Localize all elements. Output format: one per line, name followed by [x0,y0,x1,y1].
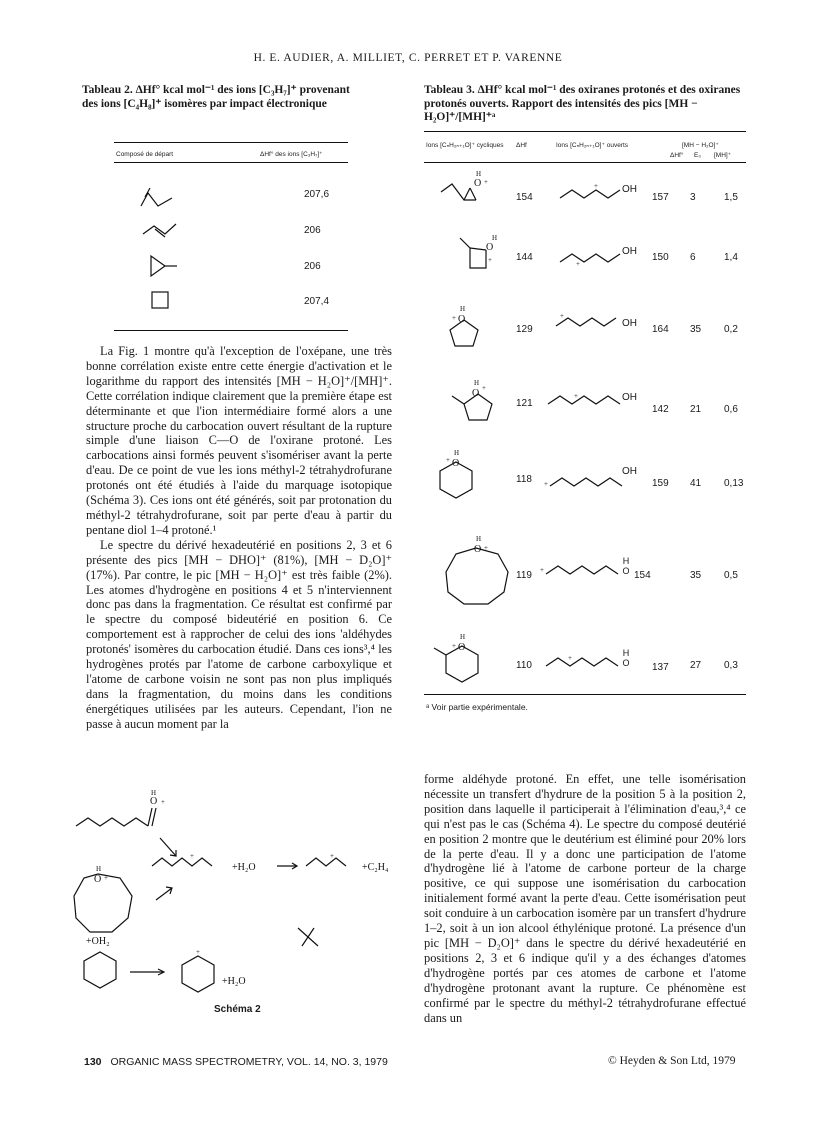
paragraph: La Fig. 1 montre qu'à l'exception de l'oxépane, une très bonne corrélation existe entre cette énergie d'activation et le logarithme du rapport des intensités [MH − H₂O]⁺/[MH]⁺. Cette corrélation indique clairement que la première étape est déterminante et que l'ion intermédiaire formé alors a une structure proche du carbocation ouvert résultant de la rupture simple d'une liaison C—O de l'oxirane protoné. Les carbocations ainsi formés peuvent s'isomériser avant la perte d'eau. De ce point de vue les ions méthyl-2 tétrahydrofurane protonés ont été étudiés à l'aide du marquage isotopique (Schéma 3). Ces ions ont été générés, soit par protonation du méthyl-2 tétrahydrofurane, soit par perte d'eau à partir du pentane diol 1–4 protoné.¹ [86,344,392,537]
table3-e0: 27 [690,660,702,671]
table3-footnote: ᵃ Voir partie expérimentale. [426,702,528,712]
plus-h2o-label-2: +H₂O [222,976,246,987]
table3-ratio: 0,3 [724,660,738,671]
table3-dhf: 121 [516,398,533,409]
svg-text:H: H [454,449,460,457]
svg-text:+: + [104,874,108,882]
table3-open-label: H O [622,556,630,576]
table3-col-dhf2: ΔHf° [670,152,684,159]
table3-dhf2: 157 [652,192,669,203]
table3-col-dhf: ΔHf [516,142,527,149]
table3-ratio: 0,2 [724,324,738,335]
table3-e0: 35 [690,324,702,335]
table3-dhf: 110 [516,660,532,671]
oh2-label: +OH₂ [86,936,110,947]
svg-text:+: + [452,642,456,650]
h-label: H [151,789,157,797]
table3-caption: Tableau 3. ΔHf° kcal mol⁻¹ des oxiranes protonés et des oxiranes protonés ouverts. Rapport des intensités des pics [MH − H₂O]⁺/[MH]⁺ᵃ [424,84,741,123]
page-footer [84,1056,388,1068]
table3-open-label: OH [622,246,637,257]
svg-text:+: + [330,852,334,860]
table3-open-label: OH [622,318,637,329]
svg-text:+: + [568,654,572,662]
table2-value: 207,4 [304,296,330,307]
svg-text:O: O [472,388,480,399]
table3-dhf2: 150 [652,252,669,263]
svg-text:O: O [474,178,482,189]
table3-dhf: 119 [516,570,532,581]
table2-value: 206 [304,261,321,272]
table3-dhf: 118 [516,474,532,485]
table3-dhf2: 137 [652,662,669,673]
right-column-text [424,772,746,1025]
table3-ratio: 1,4 [724,252,738,263]
table3-dhf2: 154 [634,570,651,581]
table2-value: 206 [304,225,321,236]
table3-dhf: 129 [516,324,533,335]
o-label: O [150,796,158,807]
table3-col-open: Ions [CₙH₂ₙ₊₁O]⁺ ouverts [556,142,629,149]
table3-e0: 35 [690,570,702,581]
protonated-ethyloxirane-icon [441,184,476,200]
svg-text:+: + [576,260,580,268]
table3-dhf2: 142 [652,404,669,415]
table2-col-compound: Composé de départ [116,151,174,158]
table3-open-label: OH [622,466,637,477]
svg-text:H: H [460,633,466,641]
svg-text:+: + [484,178,488,186]
table2-col-value: ΔHf° des ions [C₃H₇]⁺ [260,151,323,158]
table2-value: 207,6 [304,189,330,200]
table3-open-label: OH [622,184,637,195]
svg-text:+: + [560,312,564,320]
svg-text:O: O [458,314,466,325]
table3-e0: 3 [690,192,696,203]
paragraph: Le spectre du dérivé hexadeutérié en positions 2, 3 et 6 présente des pics [MH − DHO]⁺ (81%), [MH − D₂O]⁺ (17%). Par contre, le pic [MH − H₂O]⁺ est très faible (2%). Les atomes d'hydrogène en positions 4 et 5 n'interviennent donc pas dans la fragmentation. Ce résultat est confirmé par le spectre du composé bideutérié en position 6. Ce comportement est à rapprocher de celui des ions 'aldéhydes protonés' isomères du carbocation étudié. Dans ces ions³,⁴ les hydrogènes protés par l'atome de carbone carboxylique et l'atome de carbone voisin ne sont pas non plus impliqués dans la fragmentation, du moins dans les conditions énergétiques utilisées par les auteurs. Cependant, l'ion ne passe à aucun moment par la [86,537,392,731]
table3-col-e0: E₀ [694,152,702,159]
table3-bottom-rule [424,694,746,695]
table3-dhf: 144 [516,252,533,263]
svg-text:H: H [96,865,102,873]
svg-text:+: + [488,256,492,264]
table3-e0: 41 [690,478,702,489]
page-number: 130 [84,1056,102,1068]
svg-text:+: + [484,544,488,552]
running-header: H. E. AUDIER, A. MILLIET, C. PERRET ET P. VARENNE [253,52,563,64]
plus-c2h4-label: +C₂H₄ [362,862,389,873]
table3-col-mh: [MH]⁺ [714,152,732,159]
plus-h2o-label: +H₂O [232,862,256,873]
table3-e0: 6 [690,252,696,263]
svg-text:H: H [476,170,482,178]
protonated-oxepane-icon [446,548,508,604]
table3-e0: 21 [690,404,702,415]
table2-caption: Tableau 2. ΔHf° kcal mol⁻¹ des ions [C₃H₇]⁺ provenant des ions [C₄H₈]⁺ isomères par impact électronique [82,84,350,110]
table3-col-cyclic: Ions [CₙH₂ₙ₊₁O]⁺ cycliques [426,142,504,149]
journal-citation: ORGANIC MASS SPECTROMETRY, VOL. 14, NO. 3, 1979 [110,1056,388,1068]
table3-ratio: 0,13 [724,478,744,489]
svg-text:O: O [452,458,460,469]
svg-text:O: O [94,874,102,885]
copyright: © Heyden & Son Ltd, 1979 [608,1055,736,1067]
svg-text:O: O [474,544,482,555]
scheme2-caption: Schéma 2 [214,1004,261,1015]
svg-text:+: + [544,480,548,488]
svg-text:O: O [486,242,494,253]
svg-text:H: H [474,379,480,387]
svg-text:+: + [574,392,578,400]
table3-col-ratio-head: [MH − H₂O]⁺ [682,142,719,149]
protonated-methyloxetane-icon [460,238,486,268]
svg-text:+: + [452,314,456,322]
paragraph: forme aldéhyde protoné. En effet, une telle isomérisation nécessite un transfert d'hydrure de la position 5 à la position 2, position dans laquelle il participerait à l'élimination d'eau,³,⁴ ce qui n'est pas le cas (Schéma 4). Le spectre du composé deutérié en position 2 montre que le deutérium est éliminé pour 20% lors de la perte d'eau. Il y a donc une participation de l'atome d'hydrogène lié à l'atome de carbone porteur de la charge positive, ce qui suppose une isomérisation du carbocation initialement formé avant la perte d'eau. Cette isomérisation peut soit conduire à un carbocation isomère par un transfert d'hydrure 1–2, soit à un ion alcool éthylénique protoné. La présence d'un pic [MH − D₂O]⁺ dans le spectre du dérivé hexadeutérié en positions 2, 3 et 6 indique qu'il y a des échanges d'atomes d'hydrogène portés par ces atomes de carbone et l'atome d'hydrogène protonant avant la rupture. Ce phénomène est confirmé par le spectre du méthyl-2 tétrahydrofurane effectué dans un [424,772,746,1025]
svg-text:H: H [476,535,482,543]
table3-ratio: 0,5 [724,570,738,581]
svg-text:+: + [161,798,165,806]
table3-ratio: 0,6 [724,404,738,415]
svg-text:H: H [492,234,498,242]
svg-text:+: + [594,182,598,190]
svg-text:+: + [190,852,194,860]
table3-dhf: 154 [516,192,533,203]
table3-open-label: OH [622,392,637,403]
svg-text:O: O [458,642,466,653]
table3-open-label: H O [622,648,630,668]
svg-text:+: + [196,948,200,956]
table3-ratio: 1,5 [724,192,738,203]
svg-text:H: H [460,305,466,313]
table3-dhf2: 164 [652,324,669,335]
svg-text:+: + [540,566,544,574]
svg-text:+: + [482,384,486,392]
table3-dhf2: 159 [652,478,669,489]
svg-text:+: + [446,456,450,464]
